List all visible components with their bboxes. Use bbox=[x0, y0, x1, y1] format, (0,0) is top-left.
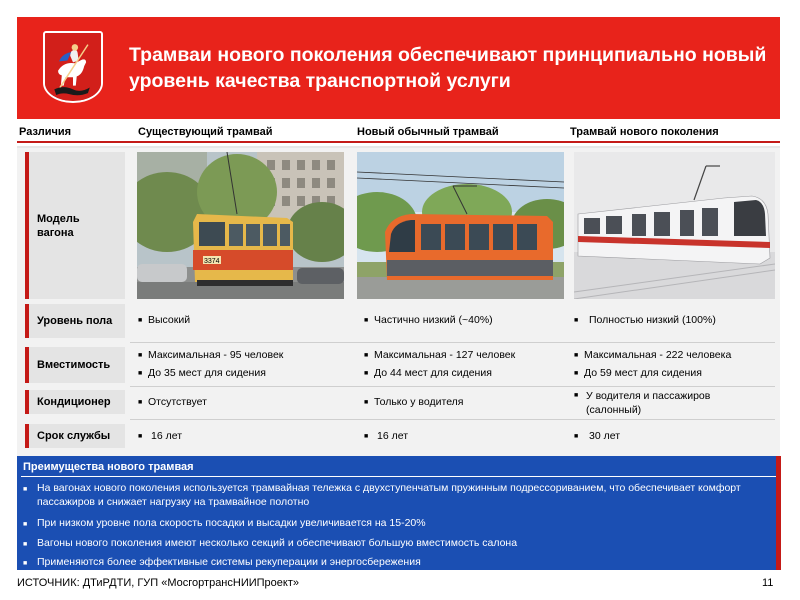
cell-capacity-existing-2: ■ До 35 мест для сидения bbox=[138, 367, 266, 379]
cell-ac-new-gen: ■ У водителя и пассажиров (салонный) bbox=[574, 390, 711, 416]
column-header-new-gen: Трамвай нового поколения bbox=[570, 126, 719, 138]
column-header-label: Различия bbox=[19, 126, 72, 138]
page-number: 11 bbox=[762, 577, 774, 589]
row-label-capacity bbox=[25, 347, 125, 383]
row-label-ac-text: Кондиционер bbox=[37, 396, 111, 408]
photo-new-gen-tram bbox=[574, 152, 775, 299]
cell-service-existing: ■ 16 лет bbox=[138, 430, 183, 442]
advantage-item: ■ Применяются более эффективные системы рекуперации и энергосбережения bbox=[23, 555, 763, 571]
row-label-capacity-text: Вместимость bbox=[37, 359, 111, 371]
bullet-icon: ■ bbox=[574, 392, 579, 399]
row-divider bbox=[130, 342, 775, 343]
moscow-coat-of-arms-icon bbox=[43, 31, 103, 103]
bullet-icon: ■ bbox=[138, 370, 143, 377]
bullet-icon: ■ bbox=[138, 433, 143, 440]
cell-capacity-new-regular-2: ■ До 44 мест для сидения bbox=[364, 367, 492, 379]
row-label-floor bbox=[25, 304, 125, 338]
cell-capacity-new-regular-1: ■ Максимальная - 127 человек bbox=[364, 349, 516, 361]
bullet-icon: ■ bbox=[23, 560, 28, 567]
row-label-service-text: Срок службы bbox=[37, 430, 111, 442]
bullet-icon: ■ bbox=[364, 399, 369, 406]
cell-floor-new-regular: ■ Частично низкий (~40%) bbox=[364, 314, 493, 326]
bullet-icon: ■ bbox=[138, 352, 143, 359]
photo-existing-tram bbox=[137, 152, 344, 299]
cell-capacity-existing-1: ■ Максимальная - 95 человек bbox=[138, 349, 284, 361]
cell-floor-existing: ■ Высокий bbox=[138, 314, 191, 326]
bullet-icon: ■ bbox=[364, 433, 369, 440]
cell-capacity-new-gen-1: ■ Максимальная - 222 человека bbox=[574, 349, 732, 361]
advantages-title: Преимущества нового трамвая bbox=[23, 461, 194, 473]
column-header-new-regular: Новый обычный трамвай bbox=[357, 126, 499, 138]
row-label-service bbox=[25, 424, 125, 448]
row-label-model bbox=[25, 152, 125, 299]
cell-capacity-new-gen-2: ■ До 59 мест для сидения bbox=[574, 367, 702, 379]
cell-service-new-gen: ■ 30 лет bbox=[574, 430, 621, 442]
row-divider bbox=[130, 386, 775, 387]
advantages-box bbox=[17, 456, 780, 570]
tram-number: 3374 bbox=[204, 258, 220, 265]
advantages-divider bbox=[21, 476, 776, 477]
bullet-icon: ■ bbox=[23, 486, 28, 493]
advantage-item: ■ На вагонах нового поколения используется трамвайная тележка с двухступенчатым пружинным подрессориванием, что обеспечивает комфорт пассажиров и снижает нагрузку на трамвайное полотно bbox=[23, 482, 741, 508]
bullet-icon: ■ bbox=[574, 370, 579, 377]
row-divider bbox=[130, 419, 775, 420]
bullet-icon: ■ bbox=[574, 317, 579, 324]
header-divider bbox=[17, 141, 780, 143]
bullet-icon: ■ bbox=[574, 433, 579, 440]
bullet-icon: ■ bbox=[138, 317, 143, 324]
page-title: Трамваи нового поколения обеспечивают принципиально новый уровень качества транспортной услуги bbox=[129, 44, 767, 92]
advantage-item: ■ Вагоны нового поколения имеют несколько секций и обеспечивают большую вместимость салона bbox=[23, 536, 763, 552]
cell-ac-existing: ■ Отсутствует bbox=[138, 396, 207, 408]
bullet-icon: ■ bbox=[574, 352, 579, 359]
column-header-existing: Существующий трамвай bbox=[138, 126, 273, 138]
bullet-icon: ■ bbox=[138, 399, 143, 406]
bullet-icon: ■ bbox=[364, 352, 369, 359]
cell-service-new-regular: ■ 16 лет bbox=[364, 430, 409, 442]
header-banner bbox=[17, 17, 780, 119]
photo-new-regular-tram bbox=[357, 152, 564, 299]
advantages-accent-bar bbox=[776, 456, 781, 570]
row-label-floor-text: Уровень пола bbox=[37, 315, 113, 327]
bullet-icon: ■ bbox=[23, 521, 28, 528]
advantage-item: ■ При низком уровне пола скорость посадки и высадки увеличивается на 15-20% bbox=[23, 516, 763, 532]
bullet-icon: ■ bbox=[23, 541, 28, 548]
cell-floor-new-gen: ■ Полностью низкий (100%) bbox=[574, 314, 716, 326]
bullet-icon: ■ bbox=[364, 317, 369, 324]
cell-ac-new-regular: ■ Только у водителя bbox=[364, 396, 464, 408]
bullet-icon: ■ bbox=[364, 370, 369, 377]
row-label-ac bbox=[25, 390, 125, 414]
row-label-model-text: Модель вагона bbox=[37, 212, 80, 239]
source-note: ИСТОЧНИК: ДТиРДТИ, ГУП «МосгортрансНИИПроект» bbox=[17, 577, 299, 589]
